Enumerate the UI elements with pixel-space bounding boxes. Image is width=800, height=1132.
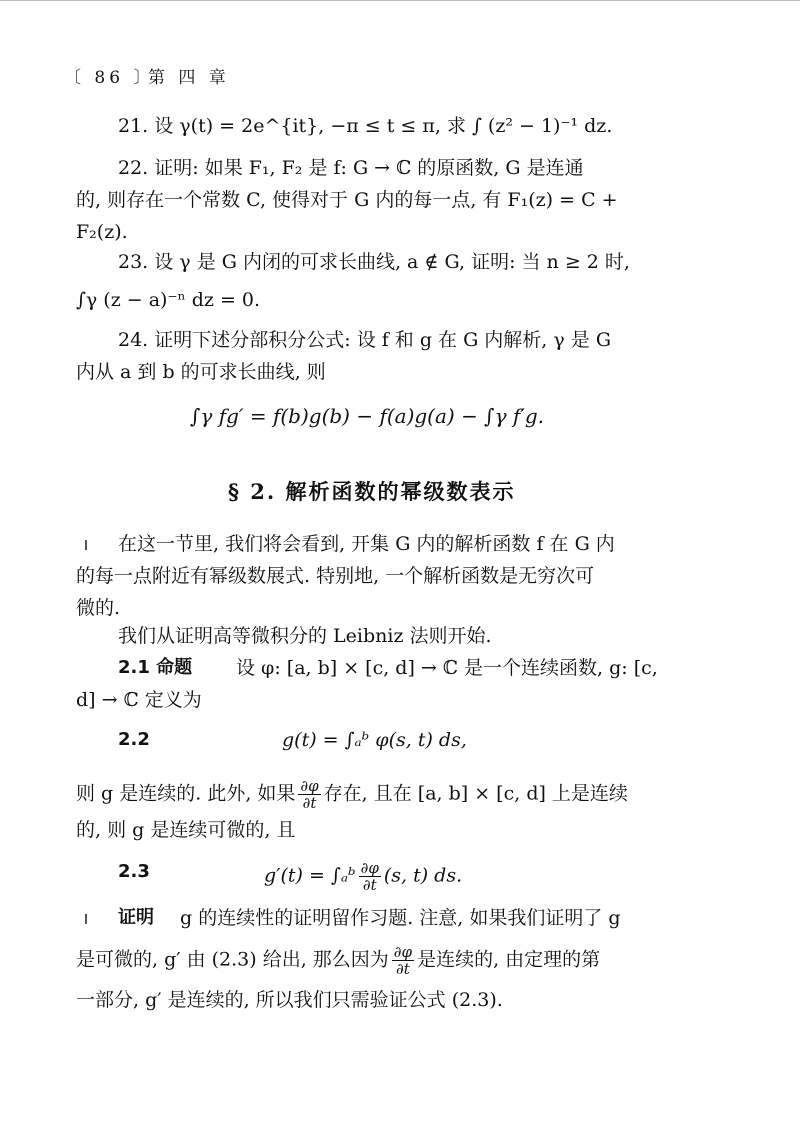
proposition-line1: 设 φ: [a, b] × [c, d] → ℂ 是一个连续函数, g: [c, [236,657,658,679]
exercise-23-line1: 23. 设 γ 是 G 内闭的可求长曲线, a ∉ G, 证明: 当 n ≥ 2 时, [118,251,630,273]
exercise-22-line1: 22. 证明: 如果 F₁, F₂ 是 f: G → ℂ 的原函数, G 是连通 [118,157,584,179]
fraction-denominator: ∂t [302,794,317,812]
partial-fraction [392,944,414,977]
exercise-24-line2: 内从 a 到 b 的可求长曲线, 则 [76,361,326,383]
proof-line2-text-a: 是可微的, g′ 由 (2.3) 给出, 那么因为 [76,948,389,971]
fraction-numerator: ∂φ [393,943,413,961]
proof-label: 证明 [118,907,154,928]
proposition-label: 2.1 命题 [118,657,193,678]
section-heading: § 2. 解析函数的幂级数表示 [228,479,516,504]
proof-line2 [76,944,600,977]
proposition-line3 [76,778,628,811]
paragraph-2: 我们从证明高等微积分的 Leibniz 法则开始. [118,625,492,647]
exercise-23-line2: ∫γ (z − a)⁻ⁿ dz = 0. [76,289,261,311]
top-border [0,0,800,1]
paragraph-1-line3: 微的. [76,597,121,619]
margin-mark [85,540,87,550]
proposition-line2: d] → ℂ 定义为 [76,689,202,711]
equation-2-3-right: (s, t) ds. [383,864,463,887]
page-number: 〔 86 〕 [64,68,155,88]
equation-label-2-2: 2.2 [118,729,150,750]
equation-2-3-left: g′(t) = ∫ₐᵇ [264,864,356,887]
paragraph-1-line2: 的每一点附近有幂级数展式. 特别地, 一个解析函数是无穷次可 [76,565,595,587]
proof-line2-text-b: 是连续的, 由定理的第 [417,948,601,971]
proposition-line4: 的, 则 g 是连续可微的, 且 [76,819,296,841]
paragraph-1-line1: 在这一节里, 我们将会看到, 开集 G 内的解析函数 f 在 G 内 [118,533,615,555]
exercise-21: 21. 设 γ(t) = 2e^{it}, −π ≤ t ≤ π, 求 ∫ (z² − 1)⁻¹ dz. [118,115,613,137]
margin-mark [85,914,87,924]
integration-by-parts-formula: ∫γ fg′ = f(b)g(b) − f(a)g(a) − ∫γ f′g. [190,404,545,428]
partial-fraction [359,860,381,893]
fraction-denominator: ∂t [396,960,410,978]
proposition-line3-text-b: 存在, 且在 [a, b] × [c, d] 上是连续 [323,782,628,805]
proof-line1: g 的连续性的证明留作习题. 注意, 如果我们证明了 g [180,907,621,929]
equation-2-3 [264,860,462,893]
partial-fraction [298,778,320,811]
fraction-numerator: ∂φ [300,777,319,795]
exercise-24-line1: 24. 证明下述分部积分公式: 设 f 和 g 在 G 内解析, γ 是 G [118,329,611,351]
proposition-line3-text-a: 则 g 是连续的. 此外, 如果 [76,782,296,805]
fraction-denominator: ∂t [362,876,377,894]
equation-label-2-3: 2.3 [118,861,150,882]
exercise-22-line2: 的, 则存在一个常数 C, 使得对于 G 内的每一点, 有 F₁(z) = C + [76,189,618,211]
proof-line3: 一部分, g′ 是连续的, 所以我们只需验证公式 (2.3). [76,989,503,1011]
chapter-title: 第 四 章 [148,68,230,88]
exercise-22-line3: F₂(z). [76,221,128,243]
equation-2-2: g(t) = ∫ₐᵇ φ(s, t) ds, [282,729,467,751]
fraction-numerator: ∂φ [360,859,379,877]
